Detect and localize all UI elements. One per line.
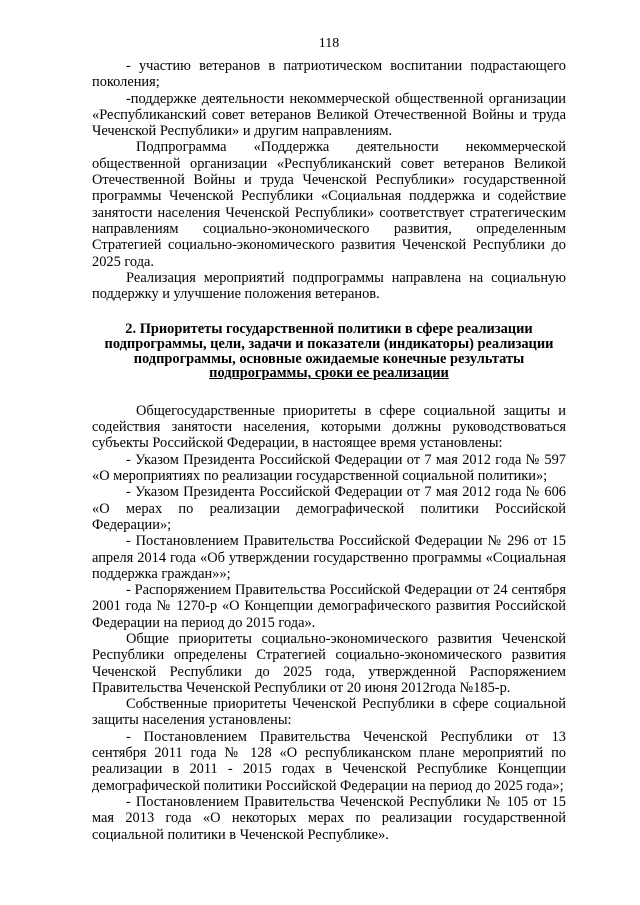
paragraph: - Указом Президента Российской Федерации от 7 мая 2012 года № 597 «О мероприятиях по реализации государственной социальной политики»; bbox=[92, 451, 566, 485]
paragraph: - Постановлением Правительства Чеченской Республики от 13 сентября 2011 года № 128 «О республиканском плане мероприятий по реализации в 2011 - 2015 годах в Чеченской Республике Концепции демографической политики Российской Федерации на период до 2025 года»; bbox=[92, 728, 566, 794]
paragraph: Общие приоритеты социально-экономического развития Чеченской Республики определены Стратегией социально-экономического развития Чеченской Республики до 2025 года, утвержденной Распоряжением Правительства Чеченской Республики от 20 июня 2012года №185-р. bbox=[92, 630, 566, 696]
paragraph: - участию ветеранов в патриотическом воспитании подрастающего поколения; bbox=[92, 58, 566, 91]
section-heading bbox=[92, 322, 566, 380]
paragraph: - Указом Президента Российской Федерации от 7 мая 2012 года № 606 «О мерах по реализации демографической политики Российской Федерации»; bbox=[92, 484, 566, 533]
paragraph: - Постановлением Правительства Российской Федерации № 296 от 15 апреля 2014 года «Об утверждении государственно программы «Социальная поддержка граждан»»; bbox=[92, 533, 566, 582]
paragraph: - Постановлением Правительства Чеченской Республики № 105 от 15 мая 2013 года «О некоторых мерах по реализации государственной социальной политики в Чеченской Республике». bbox=[92, 793, 566, 843]
heading-line: подпрограммы, основные ожидаемые конечные результаты bbox=[133, 350, 525, 367]
paragraph: - Распоряжением Правительства Российской Федерации от 24 сентября 2001 года № 1270-р «О Концепции демографического развития Российской Федерации на период до 2015 года». bbox=[92, 582, 566, 631]
page-number: 118 bbox=[318, 36, 340, 51]
heading-line: подпрограммы, цели, задачи и показатели (индикаторы) реализации bbox=[104, 336, 554, 353]
document-page bbox=[92, 36, 566, 843]
paragraph: Подпрограмма «Поддержка деятельности некоммерческой общественной организации «Республиканский совет ветеранов Великой Отечественной Войны и труда Чеченской Республики» государственной программы Чеченской Республики «Социальная поддержка и содействие занятости населения Чеченской Республики» соответствует стратегическим направлениям социально-экономического развития, определенным Стратегией социально-экономического развития Чеченской Республики до 2025 года. bbox=[92, 139, 566, 270]
paragraph: Собственные приоритеты Чеченской Республики в сфере социальной защиты населения установлены: bbox=[92, 696, 566, 729]
paragraph: Общегосударственные приоритеты в сфере социальной защиты и содействия занятости населения, которыми должны руководствоваться субъекты Российской Федерации, в настоящее время установлены: bbox=[92, 402, 566, 452]
heading-line: 2. Приоритеты государственной политики в сфере реализации bbox=[125, 321, 533, 338]
paragraph: -поддержке деятельности некоммерческой общественной организации «Республиканский совет ветеранов Великой Отечественной Войны и труда Чеченской Республики» и другим направлениям. bbox=[92, 90, 566, 140]
heading-line: подпрограммы, сроки ее реализации bbox=[209, 365, 449, 382]
paragraph: Реализация мероприятий подпрограммы направлена на социальную поддержку и улучшение положения ветеранов. bbox=[92, 269, 566, 303]
